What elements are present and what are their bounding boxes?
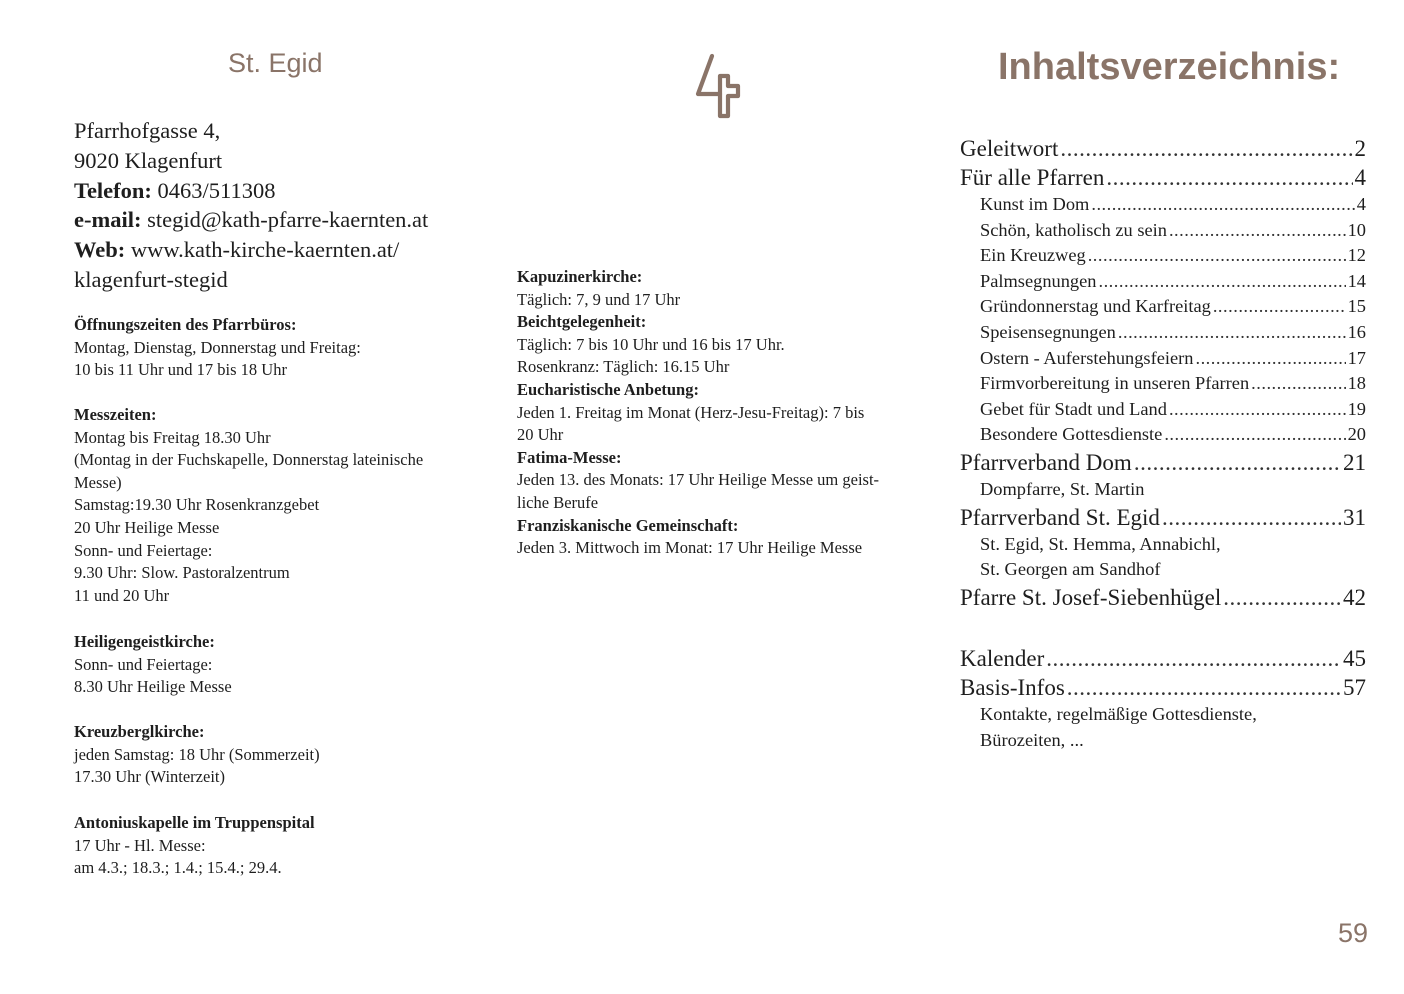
- toc-leader: [1118, 320, 1346, 346]
- toc-subentry[interactable]: [960, 320, 1366, 346]
- toc-entry-label: Firmvorbereitung in unseren Pfarren: [980, 373, 1250, 394]
- mass-times-line: Samstag:19.30 Uhr Rosenkranzgebet: [74, 495, 320, 515]
- toc-entry-page: 18: [1347, 373, 1366, 394]
- toc-subentry[interactable]: [960, 294, 1366, 320]
- heiligengeist-label: Heiligengeistkirche:: [74, 632, 215, 651]
- toc-leader: [1091, 192, 1354, 218]
- toc-entry[interactable]: [960, 448, 1366, 477]
- toc-entry-label: Geleitwort: [960, 136, 1059, 161]
- toc-leader: [1251, 371, 1345, 397]
- toc-leader: [1195, 346, 1345, 372]
- email-value[interactable]: stegid@kath-pfarre-kaernten.at: [141, 207, 429, 233]
- toc-subentry[interactable]: [960, 192, 1366, 218]
- euch-line: Jeden 1. Freitag im Monat (Herz-Jesu-Freitag): 7 bis: [517, 402, 865, 422]
- antonius-label: Antoniuskapelle im Truppenspital: [74, 813, 315, 832]
- heiligengeist-line: Sonn- und Feiertage:: [74, 654, 213, 674]
- toc-entry[interactable]: [960, 134, 1366, 163]
- toc-subentry[interactable]: [960, 346, 1366, 372]
- euch-label: Eucharistische Anbetung:: [517, 379, 699, 399]
- toc-leader: [1134, 448, 1341, 477]
- fatima-line: Jeden 13. des Monats: 17 Uhr Heilige Messe um geist-: [517, 470, 880, 490]
- toc-leader: [1164, 422, 1345, 448]
- phone-row: [74, 176, 428, 206]
- services-block: [517, 266, 927, 560]
- email-row: [74, 205, 428, 235]
- antonius-line: am 4.3.; 18.3.; 1.4.; 15.4.; 29.4.: [74, 858, 282, 878]
- toc-entry-page: 14: [1347, 270, 1366, 291]
- antonius-section: [74, 812, 484, 880]
- toc-entry-page: 45: [1343, 646, 1366, 671]
- toc-entry-label: Für alle Pfarren: [960, 165, 1105, 190]
- toc-entry-page: 17: [1347, 347, 1366, 368]
- toc-entry-label: Pfarre St. Josef-Siebenhügel: [960, 584, 1222, 610]
- toc-entry-page: 42: [1343, 584, 1366, 610]
- toc-leader: [1162, 503, 1341, 532]
- toc-leader: [1088, 243, 1346, 269]
- toc-list-secondary: [960, 644, 1366, 753]
- toc-leader: [1067, 673, 1341, 702]
- page-number: 59: [1337, 918, 1368, 948]
- toc-entry-label: Ostern - Auferstehungsfeiern: [980, 347, 1194, 368]
- toc-title: Inhaltsverzeichnis:: [998, 46, 1341, 88]
- toc-entry-label: Gebet für Stadt und Land: [980, 398, 1167, 419]
- mass-times-line: (Montag in der Fuchskapelle, Donnerstag lateinische: [74, 450, 424, 470]
- mass-times-line: 20 Uhr Heilige Messe: [74, 517, 220, 537]
- toc-entry-page: 4: [1354, 165, 1366, 190]
- toc-entry-page: 19: [1347, 398, 1366, 419]
- toc-leader: [1169, 218, 1346, 244]
- toc-entry-page: 2: [1354, 136, 1366, 161]
- web-value-cont[interactable]: klagenfurt-stegid: [74, 266, 228, 292]
- toc-entry[interactable]: [960, 673, 1366, 702]
- mass-times-line: 11 und 20 Uhr: [74, 585, 170, 605]
- kreuzbergl-line: jeden Samstag: 18 Uhr (Sommerzeit): [74, 744, 320, 764]
- toc-entry-label: Kalender: [960, 646, 1045, 671]
- toc-entry[interactable]: [960, 503, 1366, 532]
- toc-leader: [1169, 397, 1346, 423]
- toc-subentry[interactable]: [960, 218, 1366, 244]
- toc-entry-page: 16: [1347, 321, 1366, 342]
- mass-times-section: [74, 404, 484, 607]
- office-hours-section: [74, 314, 484, 382]
- mass-times-label: Messzeiten:: [74, 405, 157, 424]
- kapuziner-line: Täglich: 7, 9 und 17 Uhr: [517, 289, 681, 309]
- toc-entry-label: Kunst im Dom: [980, 194, 1090, 214]
- toc-entry-label: Gründonnerstag und Karfreitag: [980, 296, 1211, 317]
- toc-subentry[interactable]: [960, 371, 1366, 397]
- toc-list: [960, 134, 1366, 612]
- web-label: Web:: [74, 237, 126, 263]
- toc-entry[interactable]: [960, 163, 1366, 192]
- toc-leader: [1060, 134, 1352, 163]
- beicht-label: Beichtgelegenheit:: [517, 312, 647, 332]
- web-value[interactable]: www.kath-kirche-kaernten.at/: [125, 237, 400, 263]
- toc-subentry[interactable]: [960, 243, 1366, 269]
- toc-entry[interactable]: [960, 583, 1366, 612]
- heiligengeist-line: 8.30 Uhr Heilige Messe: [74, 677, 232, 697]
- toc-leader: [1106, 163, 1352, 192]
- toc-note: Dompfarre, St. Martin: [980, 478, 1145, 499]
- toc-entry-page: 10: [1347, 219, 1366, 240]
- beicht-line: Täglich: 7 bis 10 Uhr und 16 bis 17 Uhr.: [517, 334, 785, 354]
- toc-entry-page: 15: [1347, 296, 1366, 317]
- toc-entry-label: Schön, katholisch zu sein: [980, 219, 1167, 240]
- toc-entry-page: 20: [1347, 424, 1366, 445]
- toc-note: Kontakte, regelmäßige Gottesdienste,: [980, 704, 1257, 724]
- toc-entry-label: Pfarrverband Dom: [960, 449, 1132, 475]
- address-street: Pfarrhofgasse 4,: [74, 118, 221, 143]
- mass-times-line: Montag bis Freitag 18.30 Uhr: [74, 427, 271, 447]
- office-hours-label: Öffnungszeiten des Pfarrbüros:: [74, 315, 297, 334]
- kapuziner-label: Kapuzinerkirche:: [517, 267, 643, 286]
- toc-entry-label: Besondere Gottesdienste: [980, 424, 1163, 445]
- toc-entry-page: 57: [1343, 675, 1366, 700]
- email-label: e-mail:: [74, 207, 142, 233]
- toc-entry-page: 31: [1343, 504, 1366, 530]
- antonius-line: 17 Uhr - Hl. Messe:: [74, 835, 206, 855]
- toc-leader: [1223, 583, 1341, 612]
- mass-times-line: 9.30 Uhr: Slow. Pastoralzentrum: [74, 563, 290, 583]
- toc-subentry[interactable]: [960, 269, 1366, 295]
- toc-entry-label: Pfarrverband St. Egid: [960, 504, 1160, 530]
- kreuzbergl-line: 17.30 Uhr (Winterzeit): [74, 767, 225, 787]
- toc-entry-label: Palmsegnungen: [980, 270, 1097, 291]
- toc-note: St. Georgen am Sandhof: [980, 559, 1161, 580]
- mass-times-line: Sonn- und Feiertage:: [74, 540, 213, 560]
- office-hours-line: Montag, Dienstag, Donnerstag und Freitag:: [74, 337, 361, 357]
- toc-entry-page: 4: [1356, 194, 1366, 214]
- heiligengeist-section: [74, 631, 484, 699]
- beicht-line: Rosenkranz: Täglich: 16.15 Uhr: [517, 357, 730, 377]
- toc-subentry[interactable]: [960, 422, 1366, 448]
- franz-line: Jeden 3. Mittwoch im Monat: 17 Uhr Heilige Messe: [517, 538, 863, 558]
- kreuzbergl-section: [74, 721, 484, 789]
- address-city: 9020 Klagenfurt: [74, 147, 223, 173]
- toc-leader: [1046, 644, 1341, 673]
- toc-note: Bürozeiten, ...: [980, 729, 1084, 750]
- toc-leader: [1213, 294, 1346, 320]
- toc-entry[interactable]: [960, 644, 1366, 673]
- fatima-line: liche Berufe: [517, 492, 599, 512]
- address-block: [74, 116, 428, 295]
- church-title: St. Egid: [228, 48, 323, 78]
- toc-entry-page: 21: [1343, 449, 1366, 475]
- toc-subentry[interactable]: [960, 397, 1366, 423]
- toc-entry-label: Basis-Infos: [960, 675, 1065, 700]
- fatima-label: Fatima-Messe:: [517, 447, 622, 467]
- parish-cross-logo-icon: [690, 52, 754, 124]
- franz-label: Franziskanische Gemeinschaft:: [517, 515, 739, 535]
- phone-label: Telefon:: [74, 177, 152, 203]
- toc-entry-label: Speisensegnungen: [980, 321, 1116, 342]
- mass-times-line: Messe): [74, 472, 122, 492]
- toc-entry-label: Ein Kreuzweg: [980, 245, 1086, 266]
- office-hours-line: 10 bis 11 Uhr und 17 bis 18 Uhr: [74, 360, 287, 380]
- web-row: [74, 235, 428, 265]
- euch-line: 20 Uhr: [517, 425, 564, 445]
- phone-value: 0463/511308: [151, 177, 276, 203]
- toc-note: St. Egid, St. Hemma, Annabichl,: [980, 533, 1221, 554]
- kreuzbergl-label: Kreuzberglkirche:: [74, 722, 205, 741]
- toc-leader: [1098, 269, 1345, 295]
- toc-entry-page: 12: [1347, 245, 1366, 266]
